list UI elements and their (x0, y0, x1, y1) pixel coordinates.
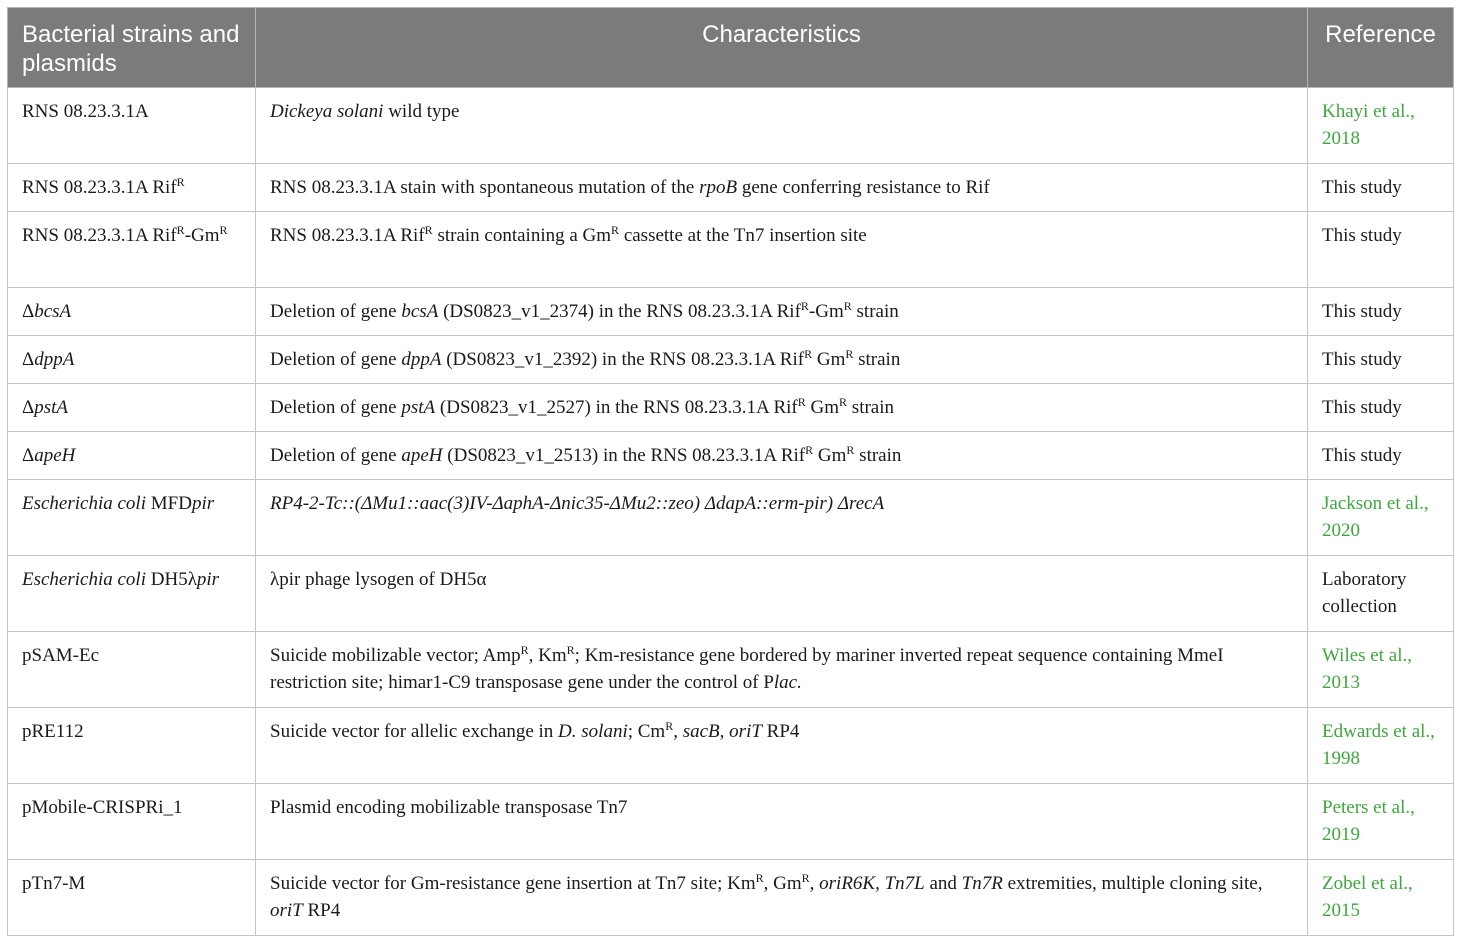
text-run: R (843, 299, 852, 313)
table-row (8, 212, 1454, 288)
reference-cell (1308, 164, 1454, 212)
text-run: lac. (773, 672, 802, 693)
reference-text: This study (1322, 349, 1402, 370)
text-run: Δ (22, 349, 35, 370)
text-run: Deletion of gene (270, 445, 402, 466)
text-run: wild type (383, 101, 460, 122)
reference-cell (1308, 288, 1454, 336)
text-run: R (797, 395, 806, 409)
text-run: bcsA (34, 301, 72, 322)
text-run: RNS 08.23.3.1A (22, 101, 149, 122)
strain-cell (8, 708, 256, 784)
text-run: R (800, 299, 809, 313)
reference-text: This study (1322, 225, 1402, 246)
text-run: R (611, 223, 620, 237)
text-run: R (755, 871, 764, 885)
text-run: strain (853, 349, 901, 370)
text-run: R (846, 443, 855, 457)
header-characteristics: Characteristics (256, 8, 1308, 88)
characteristics-cell (256, 480, 1308, 556)
text-run: RNS 08.23.3.1A Rif (270, 225, 425, 246)
text-run: (DS0823_v1_2374) in the RNS 08.23.3.1A Rif (438, 301, 801, 322)
header-reference: Reference (1308, 8, 1454, 88)
strain-cell (8, 556, 256, 632)
text-run: R (520, 643, 529, 657)
characteristics-cell (256, 432, 1308, 480)
table-row (8, 860, 1454, 936)
text-run: (DS0823_v1_2392) in the RNS 08.23.3.1A Rif (441, 349, 805, 370)
text-run: R (804, 347, 813, 361)
table-row (8, 556, 1454, 632)
reference-text: This study (1322, 445, 1402, 466)
reference-text: Laboratory collection (1322, 569, 1407, 617)
reference-cell (1308, 336, 1454, 384)
characteristics-cell (256, 384, 1308, 432)
text-run: and (924, 873, 962, 894)
text-run: R (665, 719, 674, 733)
reference-link[interactable]: Edwards et al., 1998 (1322, 721, 1435, 769)
characteristics-cell (256, 88, 1308, 164)
strain-cell (8, 212, 256, 288)
text-run: -Gm (184, 225, 220, 246)
text-run: cassette at the Tn7 insertion site (619, 225, 867, 246)
text-run: λpir phage lysogen of DH5α (270, 569, 487, 590)
text-run: R (845, 347, 854, 361)
text-run: RP4-2-Tc::(ΔMu1::aac(3)IV-ΔaphA-Δnic35-ΔMu2::zeo) ΔdapA::erm-pir) ΔrecA (270, 493, 885, 514)
text-run: Gm (805, 397, 840, 418)
text-run: RNS 08.23.3.1A Rif (22, 225, 177, 246)
strain-cell (8, 288, 256, 336)
text-run: apeH (401, 445, 443, 466)
text-run: pir (191, 493, 215, 514)
text-run: Escherichia coli (22, 569, 146, 590)
reference-link[interactable]: Peters et al., 2019 (1322, 797, 1415, 845)
text-run: R (801, 871, 810, 885)
strain-cell (8, 860, 256, 936)
strain-cell (8, 384, 256, 432)
text-run: R (839, 395, 848, 409)
text-run: , Gm (763, 873, 802, 894)
text-run: R (219, 223, 228, 237)
text-run: R (176, 175, 185, 189)
text-run: R (176, 223, 185, 237)
table-row (8, 784, 1454, 860)
strain-cell (8, 480, 256, 556)
text-run: DH5λ (146, 569, 197, 590)
reference-text: This study (1322, 177, 1402, 198)
text-run: RNS 08.23.3.1A stain with spontaneous mutation of the (270, 177, 700, 198)
text-run: pstA (34, 397, 68, 418)
reference-cell (1308, 860, 1454, 936)
text-run: strain (847, 397, 895, 418)
text-run: R (805, 443, 814, 457)
characteristics-cell (256, 784, 1308, 860)
text-run: D. solani (558, 721, 628, 742)
text-run: Escherichia coli (22, 493, 146, 514)
text-run: rpoB (699, 177, 738, 198)
table-row (8, 288, 1454, 336)
characteristics-cell (256, 164, 1308, 212)
text-run: Deletion of gene (270, 397, 402, 418)
text-run: Deletion of gene (270, 349, 402, 370)
text-run: Plasmid encoding mobilizable transposase Tn7 (270, 797, 628, 818)
text-run: -Gm (808, 301, 844, 322)
table-row (8, 384, 1454, 432)
text-run: Dickeya solani (270, 101, 384, 122)
table-row (8, 432, 1454, 480)
reference-text: This study (1322, 397, 1402, 418)
reference-link[interactable]: Jackson et al., 2020 (1322, 493, 1429, 541)
characteristics-cell (256, 860, 1308, 936)
table-row (8, 632, 1454, 708)
strain-cell (8, 632, 256, 708)
reference-cell (1308, 212, 1454, 288)
text-run: oriT (270, 900, 303, 921)
text-run: R (424, 223, 433, 237)
text-run: pstA (401, 397, 436, 418)
text-run: dppA (401, 349, 442, 370)
strains-plasmids-table (7, 7, 1454, 936)
text-run: RP4 (761, 721, 800, 742)
text-run: Suicide vector for Gm-resistance gene insertion at Tn7 site; Km (270, 873, 756, 894)
characteristics-cell (256, 288, 1308, 336)
table-row (8, 88, 1454, 164)
text-run: strain (851, 301, 899, 322)
reference-link[interactable]: Wiles et al., 2013 (1322, 645, 1412, 693)
text-run: Δ (22, 445, 35, 466)
strain-cell (8, 164, 256, 212)
characteristics-cell (256, 336, 1308, 384)
characteristics-cell (256, 708, 1308, 784)
table-row (8, 480, 1454, 556)
reference-cell (1308, 556, 1454, 632)
text-run: , Km (528, 645, 567, 666)
table-row (8, 708, 1454, 784)
text-run: strain containing a Gm (432, 225, 612, 246)
table-row (8, 164, 1454, 212)
text-run: Δ (22, 301, 35, 322)
text-run: oriR6K, Tn7L (819, 873, 925, 894)
text-run: Gm (812, 349, 846, 370)
text-run: apeH (34, 445, 76, 466)
reference-cell (1308, 384, 1454, 432)
text-run: (DS0823_v1_2513) in the RNS 08.23.3.1A Rif (442, 445, 806, 466)
text-run: Suicide mobilizable vector; Amp (270, 645, 521, 666)
text-run: Δ (22, 397, 35, 418)
text-run: , (809, 873, 820, 894)
strain-cell (8, 336, 256, 384)
text-run: ; Cm (627, 721, 666, 742)
text-run: RP4 (302, 900, 341, 921)
text-run: pir (196, 569, 220, 590)
reference-cell (1308, 708, 1454, 784)
table-row (8, 336, 1454, 384)
table-header-row (8, 8, 1454, 88)
characteristics-cell (256, 212, 1308, 288)
text-run: Deletion of gene (270, 301, 402, 322)
text-run: extremities, multiple cloning site, (1002, 873, 1263, 894)
characteristics-cell (256, 556, 1308, 632)
text-run: pSAM-Ec (22, 645, 100, 666)
reference-cell (1308, 88, 1454, 164)
reference-cell (1308, 432, 1454, 480)
text-run: pMobile-CRISPRi_1 (22, 797, 183, 818)
reference-link[interactable]: Zobel et al., 2015 (1322, 873, 1413, 921)
text-run: MFD (146, 493, 192, 514)
text-run: , (719, 721, 730, 742)
characteristics-cell (256, 632, 1308, 708)
text-run: strain (854, 445, 902, 466)
reference-link[interactable]: Khayi et al., 2018 (1322, 101, 1415, 149)
text-run: bcsA (401, 301, 439, 322)
text-run: Gm (813, 445, 847, 466)
text-run: Suicide vector for allelic exchange in (270, 721, 559, 742)
strain-cell (8, 432, 256, 480)
text-run: Tn7R (961, 873, 1003, 894)
reference-cell (1308, 632, 1454, 708)
text-run: (DS0823_v1_2527) in the RNS 08.23.3.1A Rif (435, 397, 798, 418)
reference-cell (1308, 784, 1454, 860)
table-body (8, 88, 1454, 936)
text-run: , (673, 721, 683, 742)
reference-text: This study (1322, 301, 1402, 322)
reference-cell (1308, 480, 1454, 556)
text-run: pRE112 (22, 721, 84, 742)
text-run: sacB (682, 721, 720, 742)
text-run: pTn7-M (22, 873, 86, 894)
header-strains: Bacterial strains and plasmids (8, 8, 256, 88)
text-run: RNS 08.23.3.1A Rif (22, 177, 177, 198)
text-run: R (566, 643, 575, 657)
text-run: gene conferring resistance to Rif (737, 177, 990, 198)
text-run: oriT (729, 721, 762, 742)
strain-cell (8, 88, 256, 164)
text-run: dppA (34, 349, 75, 370)
text-run: ; Km-resistance gene bordered by mariner inverted repeat sequence containing MmeI restriction site; himar1-C9 transposase gene under the control of P (270, 645, 1224, 693)
strain-cell (8, 784, 256, 860)
